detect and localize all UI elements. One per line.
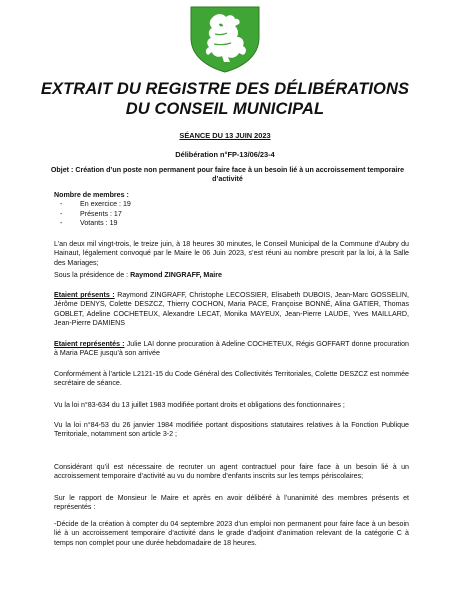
deliberation-number: Délibération n°FP-13/06/23-4 [175,150,275,159]
decision-paragraph: -Décide de la création à compter du 04 septembre 2023 d’un emploi non permanent pour faire face à un besoin lié à un accroissement temporaire d’activité dans le grade d’adjoint d’animation relevant de la catégorie C à temps non complet pour une durée hebdomadaire de 18 heures. [54,520,409,547]
represented-label: Etaient représentés : [54,340,125,348]
considering-paragraph: Considérant qu’il est nécessaire de recruter un agent contractuel pour faire face à un besoin lié à un accroissement temporaire d’activité au vu du nombre d’enfants inscrits sur les temps périscolaires; [54,463,409,481]
represented-paragraph [54,340,409,359]
law-1984-paragraph: Vu la loi n°84-53 du 26 janvier 1984 modifiée portant dispositions statutaires relatives à la Fonction Publique Territoriale, notamment son article 3-2 ; [54,421,409,439]
secretary-paragraph: Conformément à l’article L2121-15 du Code Général des Collectivités Territoriales, Colette DESZCZ est nommée secrétaire de séance. [54,370,409,388]
law-1983-paragraph: Vu la loi n°83-634 du 13 juillet 1983 modifiée portant droits et obligations des fonctionnaires ; [54,401,345,409]
members-voting: - Votants : 19 [54,219,409,228]
deliberation-subject: Objet : Création d’un poste non permanent pour faire face à un besoin lié à un accroissement temporaire d’activité [50,166,405,183]
members-list [54,200,409,228]
members-heading: Nombre de membres : [54,191,129,199]
municipal-coat-of-arms [185,4,265,74]
document-title-line1: EXTRAIT DU REGISTRE DES DÉLIBÉRATIONS [40,80,410,98]
presents-label: Etaient présents : [54,291,115,299]
members-in-office: - En exercice : 19 [54,200,409,209]
opening-paragraph: L’an deux mil vingt-trois, le treize juin, à 18 heures 30 minutes, le Conseil Municipal de la Commune d’Aubry du Hainaut, légalement convoqué par le Maire le 06 Juin 2023, s’est réuni au nombre prescrit par la loi, à la Salle des Mariages; [54,240,409,267]
presidence-prefix: Sous la présidence de : [54,271,131,279]
members-present: - Présents : 17 [54,210,409,219]
members-count [54,191,409,228]
seance-date: SÉANCE DU 13 JUIN 2023 [179,131,271,140]
presents-paragraph [54,291,409,328]
presidence-paragraph [54,271,409,280]
report-paragraph: Sur le rapport de Monsieur le Maire et après en avoir délibéré à l’unanimité des membres présents et représentés : [54,494,409,512]
presents-list: Raymond ZINGRAFF, Christophe LECOSSIER, Elisabeth DUBOIS, Jean-Marc GOSSELIN, Jérôme DENYS, Colette DESZCZ, Thierry COCHON, Maria PACE, Françoise BONNÉ, Alina GATIER, Thomas GOBLET, Adeline COCHETEUX, Alexandre LECAT, Monika MAYEUX, Jean-Pierre LAUDE, Yves MAILLARD, Jean-Pierre DAMIENS [54,291,409,327]
presidence-name: Raymond ZINGRAFF, Maire [130,271,222,279]
document-title-line2: DU CONSEIL MUNICIPAL [125,100,325,118]
represented-list: Julie LAI donne procuration à Adeline COCHETEUX, Régis GOFFART donne procuration à Maria PACE jusqu’à son arrivée [54,340,409,358]
